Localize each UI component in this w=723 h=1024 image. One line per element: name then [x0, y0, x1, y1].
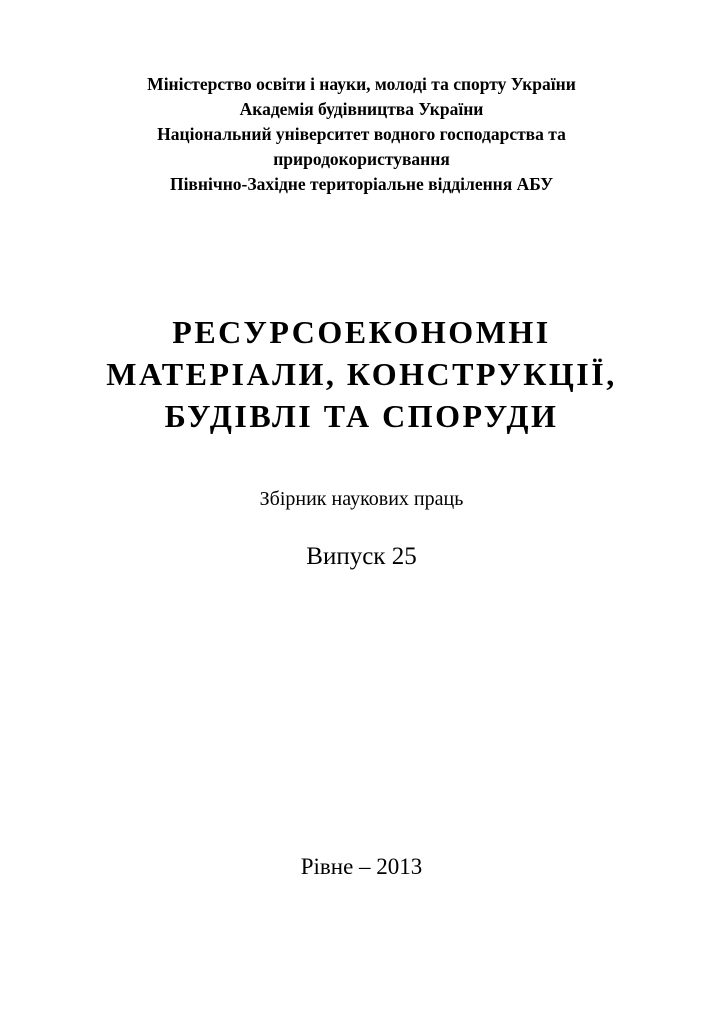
collection-subtitle: Збірник наукових праць	[259, 488, 464, 510]
document-title	[0, 311, 723, 437]
regional-branch-line: Північно-Західне територіальне відділення АБУ	[169, 174, 554, 194]
title-line-3: БУДІВЛІ ТА СПОРУДИ	[164, 398, 559, 434]
issue-number: Випуск 25	[306, 543, 417, 570]
university-line-2: природокористування	[273, 149, 450, 169]
academy-line: Академія будівництва України	[239, 99, 484, 119]
university-line-1: Національний університет водного господарства та	[157, 124, 566, 144]
title-line-2: МАТЕРІАЛИ, КОНСТРУКЦІЇ,	[106, 356, 617, 392]
institution-header	[0, 72, 723, 197]
title-line-1: РЕСУРСОЕКОНОМНІ	[172, 314, 551, 350]
ministry-line: Міністерство освіти і науки, молоді та спорту України	[147, 74, 576, 94]
city-year: Рівне – 2013	[300, 854, 423, 879]
